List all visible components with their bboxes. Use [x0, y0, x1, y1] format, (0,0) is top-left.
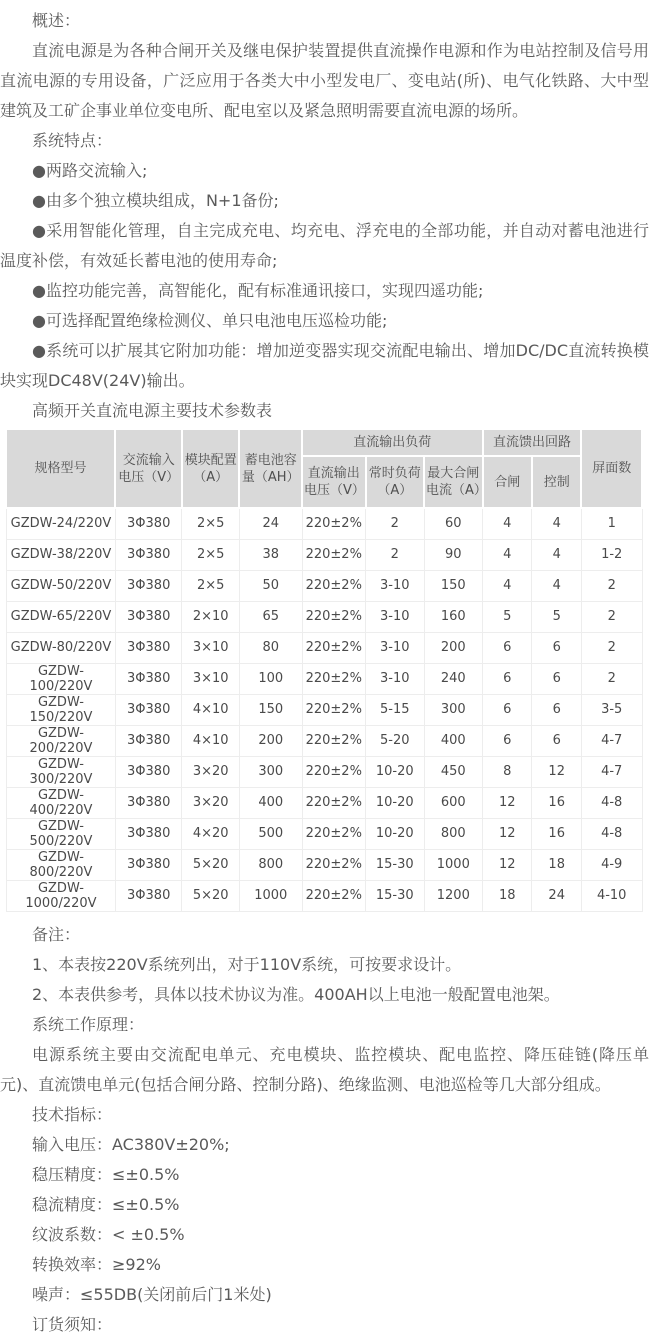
cell-battery-capacity: 1000 [239, 880, 302, 911]
feature-item: ●监控功能完善，高智能化，配有标准通讯接口，实现四遥功能; [32, 281, 484, 300]
cell-battery-capacity: 24 [239, 508, 302, 539]
specs-heading: 技术指标： [32, 1104, 113, 1124]
cell-model: GZDW-24/220V [7, 508, 116, 539]
table-row [7, 849, 643, 880]
cell-panel-count: 4-10 [581, 880, 642, 911]
col-header-model: 规格型号 [7, 430, 116, 508]
table-body [7, 508, 643, 911]
cell-model: GZDW-300/220V [7, 756, 116, 787]
cell-normal-load: 5-20 [366, 725, 425, 756]
cell-model: GZDW-50/220V [7, 570, 116, 601]
spec-item: 纹波系数：< ±0.5% [32, 1224, 185, 1244]
cell-ac-input: 3Φ380 [115, 632, 182, 663]
cell-closing: 12 [483, 818, 532, 849]
cell-control: 16 [532, 818, 581, 849]
cell-battery-capacity: 500 [239, 818, 302, 849]
cell-normal-load: 15-30 [366, 849, 425, 880]
table-row [7, 663, 643, 694]
table-row [7, 725, 643, 756]
cell-ac-input: 3Φ380 [115, 694, 182, 725]
feature-item: ●系统可以扩展其它附加功能：增加逆变器实现交流配电输出、增加DC/DC直流转换模块实现DC48V(24V)输出。 [0, 341, 649, 390]
principle-paragraph: 电源系统主要由交流配电单元、充电模块、监控模块、配电监控、降压硅链(降压单元)、直流馈电单元(包括合闸分路、控制分路)、绝缘监测、电池巡检等几大部分组成。 [0, 1044, 649, 1094]
cell-panel-count: 4-8 [581, 787, 642, 818]
cell-battery-capacity: 300 [239, 756, 302, 787]
table-row [7, 539, 643, 570]
cell-ac-input: 3Φ380 [115, 880, 182, 911]
cell-max-closing-current: 1000 [424, 849, 483, 880]
cell-model: GZDW-800/220V [7, 849, 116, 880]
cell-ac-input: 3Φ380 [115, 725, 182, 756]
cell-model: GZDW-1000/220V [7, 880, 116, 911]
col-header-battery-capacity: 蓄电池容量（AH） [239, 430, 302, 508]
cell-model: GZDW-65/220V [7, 601, 116, 632]
cell-dc-output-voltage: 220±2% [302, 756, 366, 787]
cell-control: 6 [532, 663, 581, 694]
cell-control: 24 [532, 880, 581, 911]
cell-panel-count: 2 [581, 601, 642, 632]
cell-normal-load: 3-10 [366, 632, 425, 663]
overview-heading: 概述： [32, 11, 81, 30]
cell-ac-input: 3Φ380 [115, 570, 182, 601]
cell-module-config: 4×20 [182, 818, 239, 849]
cell-dc-output-voltage: 220±2% [302, 849, 366, 880]
cell-dc-output-voltage: 220±2% [302, 601, 366, 632]
cell-battery-capacity: 50 [239, 570, 302, 601]
cell-normal-load: 2 [366, 508, 425, 539]
col-header-normal-load: 常时负荷（A） [366, 456, 425, 508]
cell-max-closing-current: 600 [424, 787, 483, 818]
col-header-module-config: 模块配置（A） [182, 430, 239, 508]
cell-max-closing-current: 240 [424, 663, 483, 694]
cell-battery-capacity: 65 [239, 601, 302, 632]
ordering-heading: 订货须知： [32, 1314, 113, 1334]
col-header-max-closing-current: 最大合闸电流（A） [424, 456, 483, 508]
cell-dc-output-voltage: 220±2% [302, 787, 366, 818]
cell-ac-input: 3Φ380 [115, 818, 182, 849]
cell-dc-output-voltage: 220±2% [302, 818, 366, 849]
cell-closing: 12 [483, 787, 532, 818]
cell-normal-load: 3-10 [366, 601, 425, 632]
cell-battery-capacity: 400 [239, 787, 302, 818]
cell-normal-load: 10-20 [366, 756, 425, 787]
cell-closing: 8 [483, 756, 532, 787]
cell-model: GZDW-38/220V [7, 539, 116, 570]
table-row [7, 880, 643, 911]
cell-control: 6 [532, 632, 581, 663]
cell-ac-input: 3Φ380 [115, 787, 182, 818]
features-list [0, 156, 649, 396]
cell-max-closing-current: 800 [424, 818, 483, 849]
cell-max-closing-current: 90 [424, 539, 483, 570]
cell-battery-capacity: 80 [239, 632, 302, 663]
cell-battery-capacity: 800 [239, 849, 302, 880]
cell-dc-output-voltage: 220±2% [302, 570, 366, 601]
table-row [7, 818, 643, 849]
cell-ac-input: 3Φ380 [115, 756, 182, 787]
cell-dc-output-voltage: 220±2% [302, 880, 366, 911]
cell-model: GZDW-200/220V [7, 725, 116, 756]
cell-normal-load: 3-10 [366, 570, 425, 601]
cell-normal-load: 15-30 [366, 880, 425, 911]
table-row [7, 632, 643, 663]
col-header-control: 控制 [532, 456, 581, 508]
cell-module-config: 4×10 [182, 725, 239, 756]
cell-model: GZDW-100/220V [7, 663, 116, 694]
cell-ac-input: 3Φ380 [115, 508, 182, 539]
cell-module-config: 3×10 [182, 663, 239, 694]
table-row [7, 570, 643, 601]
specs-list [0, 1130, 649, 1310]
cell-control: 6 [532, 694, 581, 725]
cell-normal-load: 2 [366, 539, 425, 570]
cell-closing: 4 [483, 539, 532, 570]
cell-max-closing-current: 300 [424, 694, 483, 725]
cell-control: 4 [532, 539, 581, 570]
table-header [7, 430, 643, 508]
cell-control: 5 [532, 601, 581, 632]
cell-control: 16 [532, 787, 581, 818]
cell-closing: 4 [483, 508, 532, 539]
cell-model: GZDW-500/220V [7, 818, 116, 849]
col-header-closing: 合闸 [483, 456, 532, 508]
cell-dc-output-voltage: 220±2% [302, 539, 366, 570]
cell-module-config: 3×20 [182, 787, 239, 818]
cell-module-config: 3×20 [182, 756, 239, 787]
table-title: 高频开关直流电源主要技术参数表 [32, 401, 273, 420]
cell-battery-capacity: 150 [239, 694, 302, 725]
cell-normal-load: 10-20 [366, 818, 425, 849]
cell-battery-capacity: 100 [239, 663, 302, 694]
col-header-dc-output-voltage: 直流输出电压（V） [302, 456, 366, 508]
col-header-ac-input: 交流输入电压（V） [115, 430, 182, 508]
cell-model: GZDW-150/220V [7, 694, 116, 725]
cell-normal-load: 3-10 [366, 663, 425, 694]
cell-panel-count: 2 [581, 570, 642, 601]
cell-panel-count: 1 [581, 508, 642, 539]
cell-control: 4 [532, 508, 581, 539]
cell-closing: 6 [483, 663, 532, 694]
spec-item: 转换效率：≥92% [32, 1254, 161, 1274]
feature-item: ●可选择配置绝缘检测仪、单只电池电压巡检功能; [32, 311, 388, 330]
cell-panel-count: 1-2 [581, 539, 642, 570]
notes-list [0, 950, 649, 1010]
cell-control: 6 [532, 725, 581, 756]
overview-paragraph: 直流电源是为各种合闸开关及继电保护装置提供直流操作电源和作为电站控制及信号用直流电源的专用设备，广泛应用于各类大中小型发电厂、变电站(所)、电气化铁路、大中型建筑及工矿企事业单位变电所、配电室以及紧急照明需要直流电源的场所。 [0, 41, 649, 120]
spec-item: 噪声：≤55DB(关闭前后门1米处) [32, 1284, 272, 1304]
cell-closing: 12 [483, 849, 532, 880]
cell-module-config: 2×5 [182, 570, 239, 601]
cell-max-closing-current: 400 [424, 725, 483, 756]
cell-max-closing-current: 160 [424, 601, 483, 632]
col-group-dc-feed: 直流馈出回路 [483, 430, 582, 456]
table-row [7, 508, 643, 539]
cell-max-closing-current: 200 [424, 632, 483, 663]
cell-panel-count: 4-8 [581, 818, 642, 849]
cell-panel-count: 2 [581, 663, 642, 694]
principle-heading: 系统工作原理： [32, 1014, 145, 1034]
cell-dc-output-voltage: 220±2% [302, 725, 366, 756]
cell-dc-output-voltage: 220±2% [302, 663, 366, 694]
cell-module-config: 5×20 [182, 880, 239, 911]
feature-item: ●两路交流输入; [32, 161, 148, 180]
cell-normal-load: 10-20 [366, 787, 425, 818]
cell-dc-output-voltage: 220±2% [302, 632, 366, 663]
spec-item: 稳流精度：≤±0.5% [32, 1194, 180, 1214]
cell-dc-output-voltage: 220±2% [302, 508, 366, 539]
cell-control: 12 [532, 756, 581, 787]
cell-module-config: 2×10 [182, 601, 239, 632]
col-group-dc-output: 直流输出负荷 [302, 430, 483, 456]
cell-dc-output-voltage: 220±2% [302, 694, 366, 725]
cell-panel-count: 4-9 [581, 849, 642, 880]
cell-module-config: 3×10 [182, 632, 239, 663]
cell-module-config: 4×10 [182, 694, 239, 725]
cell-max-closing-current: 1200 [424, 880, 483, 911]
table-row [7, 756, 643, 787]
cell-closing: 6 [483, 694, 532, 725]
cell-closing: 5 [483, 601, 532, 632]
note-item: 1、本表按220V系统列出，对于110V系统，可按要求设计。 [32, 954, 462, 974]
spec-item: 输入电压：AC380V±20%; [32, 1134, 230, 1154]
cell-battery-capacity: 200 [239, 725, 302, 756]
cell-ac-input: 3Φ380 [115, 849, 182, 880]
spec-item: 稳压精度：≤±0.5% [32, 1164, 180, 1184]
table-row [7, 787, 643, 818]
cell-ac-input: 3Φ380 [115, 539, 182, 570]
col-header-panel-count: 屏面数 [581, 430, 642, 508]
note-item: 2、本表供参考，具体以技术协议为准。400AH以上电池一般配置电池架。 [32, 984, 560, 1004]
cell-closing: 6 [483, 632, 532, 663]
cell-module-config: 2×5 [182, 539, 239, 570]
cell-battery-capacity: 38 [239, 539, 302, 570]
cell-max-closing-current: 150 [424, 570, 483, 601]
cell-model: GZDW-400/220V [7, 787, 116, 818]
table-row [7, 601, 643, 632]
cell-control: 4 [532, 570, 581, 601]
cell-ac-input: 3Φ380 [115, 601, 182, 632]
features-heading: 系统特点： [32, 131, 113, 150]
notes-heading: 备注： [32, 924, 81, 944]
cell-closing: 4 [483, 570, 532, 601]
params-table [6, 430, 643, 912]
cell-max-closing-current: 60 [424, 508, 483, 539]
feature-item: ●采用智能化管理，自主完成充电、均充电、浮充电的全部功能，并自动对蓄电池进行温度补偿，有效延长蓄电池的使用寿命; [0, 221, 649, 270]
table-row [7, 694, 643, 725]
cell-normal-load: 5-15 [366, 694, 425, 725]
cell-max-closing-current: 450 [424, 756, 483, 787]
cell-panel-count: 4-7 [581, 725, 642, 756]
cell-closing: 18 [483, 880, 532, 911]
cell-module-config: 2×5 [182, 508, 239, 539]
cell-module-config: 5×20 [182, 849, 239, 880]
cell-panel-count: 4-7 [581, 756, 642, 787]
cell-model: GZDW-80/220V [7, 632, 116, 663]
cell-panel-count: 3-5 [581, 694, 642, 725]
cell-control: 18 [532, 849, 581, 880]
cell-closing: 6 [483, 725, 532, 756]
feature-item: ●由多个独立模块组成，N+1备份; [32, 191, 279, 210]
cell-panel-count: 2 [581, 632, 642, 663]
cell-ac-input: 3Φ380 [115, 663, 182, 694]
